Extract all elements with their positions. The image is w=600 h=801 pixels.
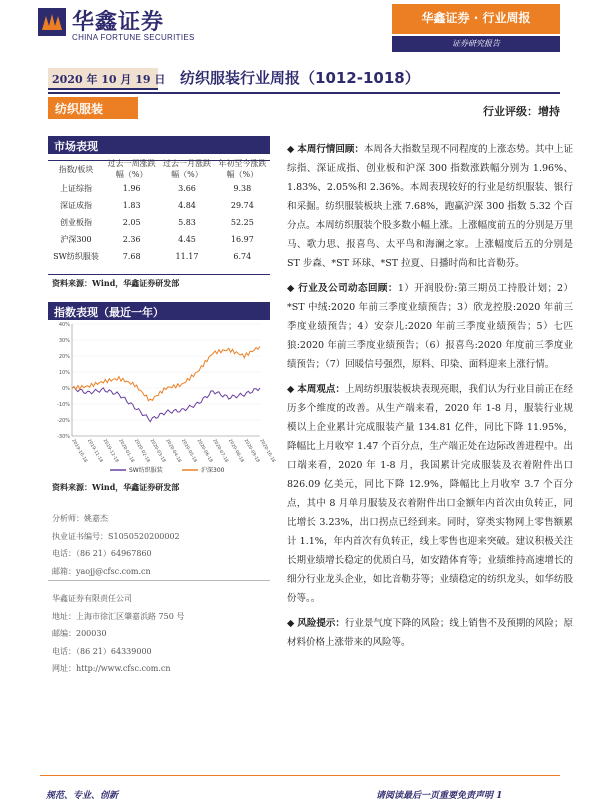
cell: 2.36 bbox=[104, 231, 159, 248]
y-tick-label: -20% bbox=[57, 418, 70, 424]
x-tick-label: 2020-07-18 bbox=[211, 438, 229, 464]
x-tick-label: 2020-01-18 bbox=[117, 438, 135, 464]
cell: 16.97 bbox=[215, 231, 270, 248]
paragraph-review: ◆ 本周行情回顾：本周各大指数呈现不同程度的上涨态势。其中上证综指、深证成指、创业板和沪深 300 指数涨跌幅分别为 1.96%、1.83%、2.05%和 2.36%。本周表现较好的行业是纺织服装、银行和采掘。纺织服装板块上涨 7.68%，跑赢沪深 300 指数 5.32 个百分点。本周纺织服装个股多数小幅上涨。上涨幅度前五的分别是万里马、歌力思、报喜鸟、太平鸟和海澜之家。上涨幅度后五的分别是 ST 步森、*ST 环球、*ST 拉夏、日播时尚和比音勒芬。 bbox=[287, 140, 573, 273]
report-title: 纺织服装行业周报（1012-1018） bbox=[180, 67, 420, 88]
cell: 3.66 bbox=[159, 180, 214, 197]
sector-label: 纺织服装 bbox=[55, 100, 103, 117]
paragraph-text: 行业景气度下降的风险；线上销售不及预期的风险；原材料价格上涨带来的风险等。 bbox=[287, 618, 573, 648]
x-tick-label: 2019-11-18 bbox=[86, 438, 104, 464]
company-name: 华鑫证券有限责任公司 bbox=[52, 590, 184, 608]
row-label: 上证综指 bbox=[48, 180, 104, 197]
legend-label: 沪深300 bbox=[201, 466, 225, 474]
x-tick-label: 2019-12-18 bbox=[102, 438, 120, 464]
x-tick-label: 2020-04-18 bbox=[164, 438, 182, 464]
table-row bbox=[48, 214, 270, 231]
row-label: SW纺织服装 bbox=[48, 248, 104, 265]
paragraph-label: 风险提示： bbox=[297, 618, 345, 629]
col-header: 指数/板块 bbox=[48, 158, 104, 180]
footer-slogan: 规范、专业、创新 bbox=[46, 788, 118, 801]
analyst-name: 分析师：姚嘉杰 bbox=[52, 510, 180, 528]
y-tick-label: 20% bbox=[59, 354, 70, 360]
market-heading-bar bbox=[48, 136, 270, 154]
body-text bbox=[287, 140, 573, 658]
report-date: 2020 年 10 月 19 日 bbox=[52, 71, 165, 87]
analyst-phone: 电话：（86 21）64967860 bbox=[52, 545, 180, 563]
market-heading: 市场表现 bbox=[54, 138, 98, 154]
x-tick-label: 2020-05-18 bbox=[180, 438, 198, 464]
footer-divider bbox=[40, 775, 560, 776]
x-tick-label: 2020-09-18 bbox=[243, 438, 261, 464]
company-zip: 邮编：200030 bbox=[52, 625, 184, 643]
x-tick-label: 2020-02-18 bbox=[133, 438, 151, 464]
paragraph-text: 1）开润股份:第三期员工持股计划；2）*ST 中绒:2020 年前三季度业绩预告；3）欣龙控股:2020 年前三季度业绩预告；4）安奈儿:2020 年前三季度业绩预告；5）七匹狼:2020 年前三季度业绩预告；（6）报喜鸟:2020 年度前三季度业绩预告；（7）回暖信号强烈，原料、印染、面料迎来上涨行情。 bbox=[287, 283, 573, 370]
cell: 11.17 bbox=[159, 248, 214, 265]
paragraph-risk: ◆ 风险提示：行业景气度下降的风险；线上销售不及预期的风险；原材料价格上涨带来的风险等。 bbox=[287, 614, 573, 652]
x-tick-label: 2020-10-18 bbox=[258, 438, 276, 464]
paragraph-view: ◆ 本周观点：上周纺织服装板块表现亮眼，我们认为行业目前正在经历多个维度的改善。从生产端来看，2020 年 1-8 月，服装行业规模以上企业累计完成服装产量 134.81 亿件，同比下降 11.95%，降幅比上月收窄 1.47 个百分点，生产端正处在边际改善进程中。出口端来看，2020 年 1-8 月，我国累计完成服装及衣着附件出口 826.09 亿美元，同比下降 12.9%，降幅比上月收窄 3.7 个百分点，其中 8 月单月服装及衣着附件出口金额年内首次由负转正，同比增长 3.23%，出口拐点已经到来。同时，穿类实物网上零售额累计 1.1%，年内首次有负转正，线上零售也迎来突破。建议积极关注长期业绩增长稳定的优质白马，如安踏体育等；业绩维持高速增长的细分行业龙头企业，如比音勒芬等；业绩稳定的纺织龙头，如华纺股份等。。 bbox=[287, 380, 573, 608]
chart-heading: 指数表现（最近一年） bbox=[54, 304, 164, 320]
col-header: 过去一周涨跌幅（%） bbox=[104, 158, 159, 180]
cell: 4.84 bbox=[159, 197, 214, 214]
industry-rating: 行业评级：增持 bbox=[440, 103, 560, 119]
left-divider bbox=[48, 580, 270, 581]
paragraph-label: 本周行情回顾： bbox=[297, 144, 364, 155]
table-row bbox=[48, 231, 270, 248]
paragraph-text: 上周纺织服装板块表现亮眼，我们认为行业目前正在经历多个维度的改善。从生产端来看，2020 年 1-8 月，服装行业规模以上企业累计完成服装产量 134.81 亿件，同比下降 11.95%，降幅比上月收窄 1.47 个百分点，生产端正处在边际改善进程中。出口端来看，2020 年 1-8 月，我国累计完成服装及衣着附件出口 826.09 亿美元，同比下降 12.9%，降幅比上月收窄 3.7 个百分点，其中 8 月单月服装及衣着附件出口金额年内首次由负转正，同比增长 3.23%，出口拐点已经到来。同时，穿类实物网上零售额累计 1.1%，年内首次有负转正，线上零售也迎来突破。建议积极关注长期业绩增长稳定的优质白马，如安踏体育等；业绩维持高速增长的细分行业龙头企业，如比音勒芬等；业绩稳定的纺织龙头，如华纺股份等。。 bbox=[287, 384, 573, 604]
index-chart bbox=[48, 318, 270, 478]
footer-disclaimer: 请阅读最后一页重要免责声明 1 bbox=[376, 788, 502, 801]
x-tick-label: 2020-06-18 bbox=[196, 438, 214, 464]
x-tick-label: 2019-10-18 bbox=[70, 438, 88, 464]
series-line bbox=[72, 346, 260, 400]
cell: 5.83 bbox=[159, 214, 214, 231]
analyst-cert: 执业证书编号：S1050520200002 bbox=[52, 528, 180, 546]
company-logo-icon bbox=[38, 8, 66, 36]
cell: 9.38 bbox=[215, 180, 270, 197]
cell: 52.25 bbox=[215, 214, 270, 231]
legend-label: SW纺织服装 bbox=[129, 466, 163, 474]
brand-name-en: CHINA FORTUNE SECURITIES bbox=[72, 33, 195, 42]
row-label: 创业板指 bbox=[48, 214, 104, 231]
table-row bbox=[48, 197, 270, 214]
paragraph-label: 行业及公司动态回顾： bbox=[298, 283, 398, 294]
cell: 4.45 bbox=[159, 231, 214, 248]
y-tick-label: 0% bbox=[62, 386, 70, 392]
y-tick-label: 40% bbox=[59, 322, 70, 328]
y-tick-label: -10% bbox=[57, 402, 70, 408]
table-row bbox=[48, 180, 270, 197]
header-tag: 华鑫证券 · 行业周报 bbox=[398, 9, 554, 26]
paragraph-text: 本周各大指数呈现不同程度的上涨态势。其中上证综指、深证成指、创业板和沪深 300 指数涨跌幅分别为 1.96%、1.83%、2.05%和 2.36%。本周表现较好的行业是纺织服装、银行和采掘。纺织服装板块上涨 7.68%，跑赢沪深 300 指数 5.32 个百分点。本周纺织服装个股多数小幅上涨。上涨幅度前五的分别是万里马、歌力思、报喜鸟、太平鸟和海澜之家。上涨幅度后五的分别是 ST 步森、*ST 环球、*ST 拉夏、日播时尚和比音勒芬。 bbox=[287, 144, 573, 269]
cell: 6.74 bbox=[215, 248, 270, 265]
table-source: 资料来源：Wind，华鑫证券研发部 bbox=[52, 278, 179, 289]
company-info bbox=[52, 590, 184, 678]
paragraph-news: ◆ 行业及公司动态回顾：1）开润股份:第三期员工持股计划；2）*ST 中绒:2020 年前三季度业绩预告；3）欣龙控股:2020 年前三季度业绩预告；4）安奈儿:2020 年前三季度业绩预告；5）七匹狼:2020 年前三季度业绩预告；（6）报喜鸟:2020 年度前三季度业绩预告；（7）回暖信号强烈，原料、印染、面料迎来上涨行情。 bbox=[287, 279, 573, 374]
y-tick-label: -30% bbox=[57, 434, 70, 440]
market-table bbox=[48, 158, 270, 265]
table-header-row bbox=[48, 158, 270, 180]
row-label: 深证成指 bbox=[48, 197, 104, 214]
cell: 7.68 bbox=[104, 248, 159, 265]
brand-name: 华鑫证券 bbox=[72, 5, 164, 36]
table-rule-bottom bbox=[48, 274, 270, 275]
cell: 29.74 bbox=[215, 197, 270, 214]
cell: 1.96 bbox=[104, 180, 159, 197]
analyst-email: 邮箱：yaojj@cfsc.com.cn bbox=[52, 563, 180, 581]
company-website: 网址：http://www.cfsc.com.cn bbox=[52, 660, 184, 678]
paragraph-label: 本周观点： bbox=[297, 384, 345, 395]
x-tick-label: 2020-03-18 bbox=[149, 438, 167, 464]
company-address: 地址：上海市徐汇区肇嘉浜路 750 号 bbox=[52, 608, 184, 626]
chart-source: 资料来源：Wind，华鑫证券研发部 bbox=[52, 482, 179, 493]
title-divider bbox=[48, 92, 560, 94]
row-label: 沪深300 bbox=[48, 231, 104, 248]
header-sub: 证券研究报告 bbox=[400, 38, 552, 49]
y-tick-label: 10% bbox=[59, 370, 70, 376]
analyst-info bbox=[52, 510, 180, 580]
col-header: 过去一月涨跌幅（%） bbox=[159, 158, 214, 180]
cell: 1.83 bbox=[104, 197, 159, 214]
table-row bbox=[48, 248, 270, 265]
y-tick-label: 30% bbox=[59, 338, 70, 344]
col-header: 年初至今涨跌幅（%） bbox=[215, 158, 270, 180]
x-tick-label: 2020-08-18 bbox=[227, 438, 245, 464]
company-phone: 电话：（86 21）64339000 bbox=[52, 643, 184, 661]
cell: 2.05 bbox=[104, 214, 159, 231]
